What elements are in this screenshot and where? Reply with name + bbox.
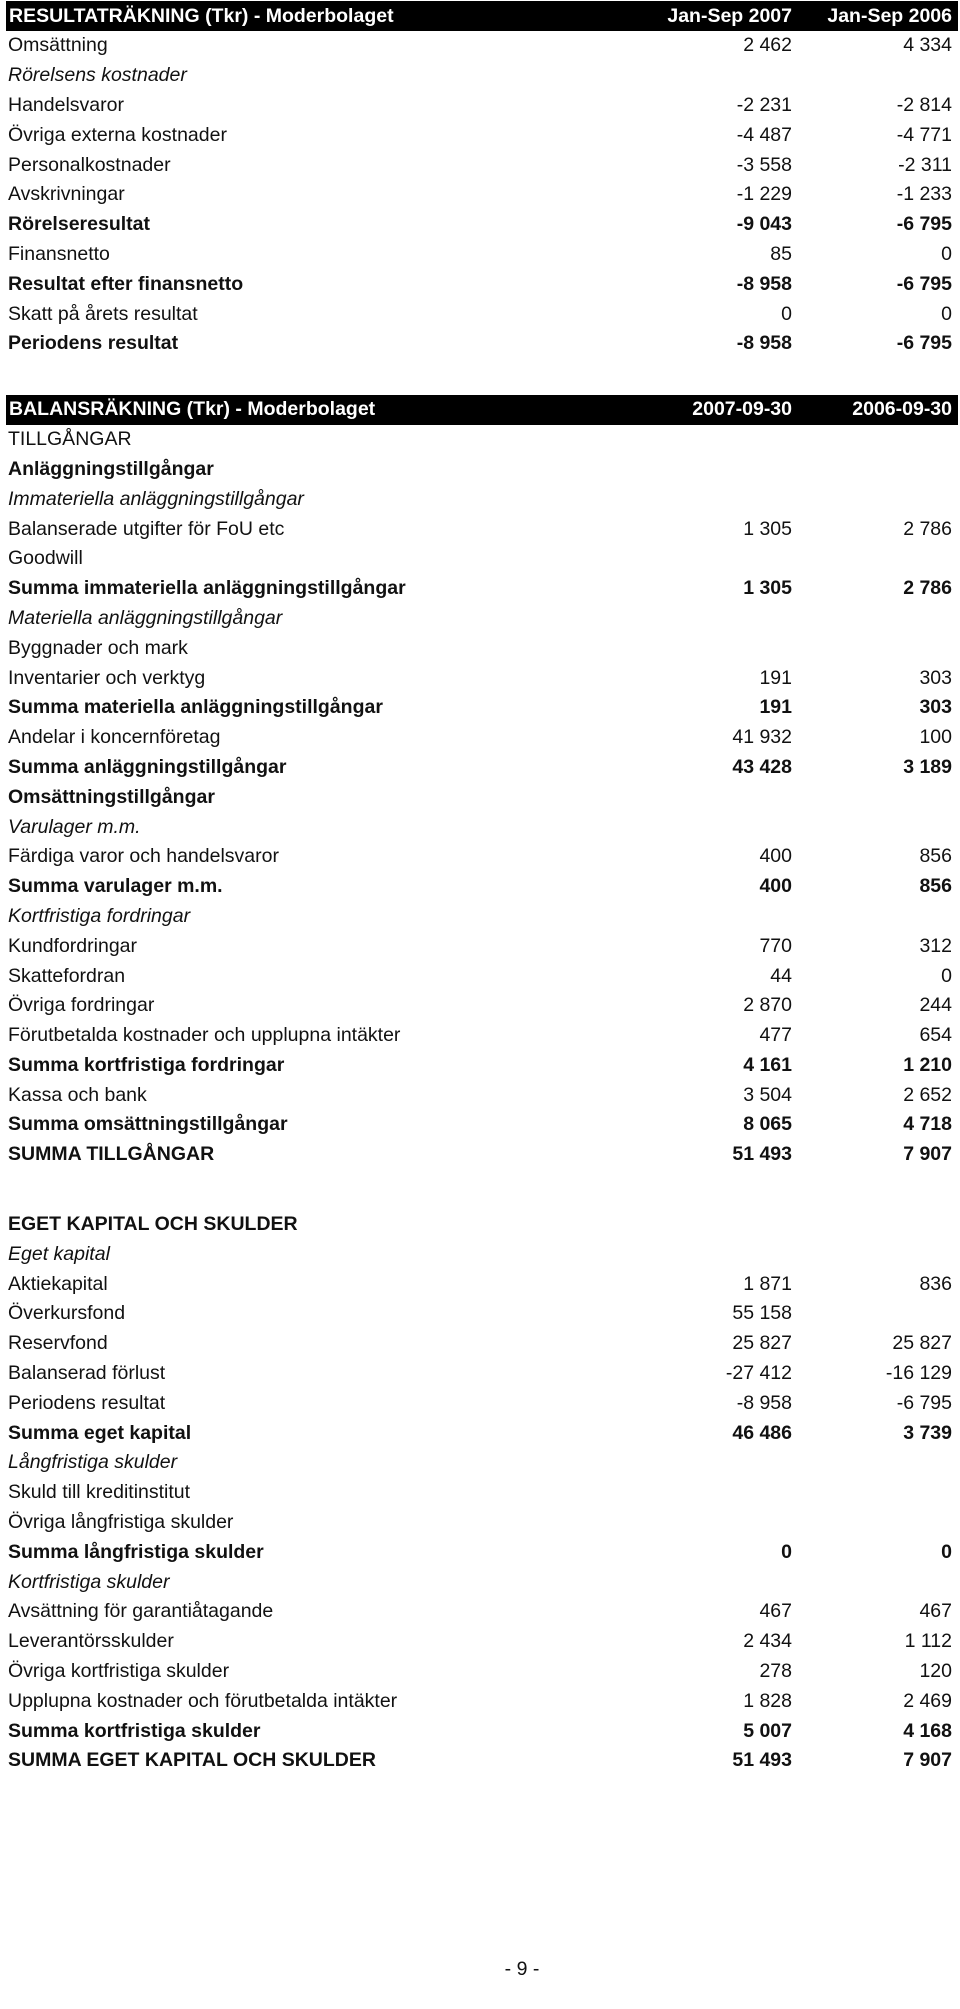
row-value-col2: 2 786 [903,577,952,600]
row-label: Summa omsättningstillgångar [8,1113,288,1136]
row-label: Balanserad förlust [8,1362,166,1385]
row-value-col2: 4 168 [903,1719,952,1742]
row-value-col2: 7 907 [903,1749,952,1772]
page-number: - 9 - [504,1958,540,1980]
table-row [6,425,958,455]
row-label: Övriga externa kostnader [8,123,227,146]
row-value-col1: -1 229 [736,183,792,206]
row-label: Summa kortfristiga fordringar [8,1053,285,1076]
row-value-col1: 477 [759,1024,792,1047]
row-label: Anläggningstillgångar [8,457,214,480]
row-value-col2: -6 795 [896,332,952,355]
row-label: Resultat efter finansnetto [8,272,244,295]
table-row [6,329,958,359]
row-value-col1: 2 462 [743,34,792,57]
table-row [6,1388,958,1418]
row-value-col2: 303 [919,696,952,719]
table-row [6,1567,958,1597]
row-value-col2: -6 795 [896,1391,952,1414]
row-value-col1: -8 958 [736,332,792,355]
table-row [6,991,958,1021]
row-label: Skuld till kreditinstitut [8,1481,191,1504]
row-label: Skatt på årets resultat [8,302,198,325]
row-label: Materiella anläggningstillgångar [8,606,283,629]
row-label: Summa varulager m.m. [8,875,223,898]
row-value-col1: 41 932 [732,726,792,749]
row-value-col2: 856 [919,845,952,868]
row-value-col2: 244 [919,994,952,1017]
table-row [6,1080,958,1110]
row-value-col1: -2 231 [736,93,792,116]
row-value-col2: -6 795 [896,213,952,236]
table-row [6,269,958,299]
row-label: EGET KAPITAL OCH SKULDER [8,1213,298,1236]
row-label: Finansnetto [8,242,110,265]
row-value-col1: 85 [770,242,792,265]
row-label: Rörelseresultat [8,213,150,236]
row-label: Avsättning för garantiåtagande [8,1600,274,1623]
row-value-col1: 1 828 [743,1689,792,1712]
table-row [6,931,958,961]
table-row [6,1210,958,1240]
table-row [6,91,958,121]
row-value-col1: -3 558 [736,153,792,176]
row-value-col1: 51 493 [732,1143,792,1166]
row-label: Varulager m.m. [8,815,141,838]
income-statement-header [6,1,958,31]
row-value-col2: 0 [941,302,952,325]
row-value-col1: 44 [770,964,792,987]
table-row [6,1299,958,1329]
row-label: Omsättningstillgångar [8,785,215,808]
row-value-col1: 770 [759,934,792,957]
row-label: Omsättning [8,34,108,57]
table-row [6,753,958,783]
table-row [6,1359,958,1389]
row-value-col1: 55 158 [732,1302,792,1325]
table-row [6,31,958,61]
row-value-col2: 3 189 [903,755,952,778]
row-label: Övriga långfristiga skulder [8,1511,234,1534]
table-row [6,1239,958,1269]
row-value-col1: 5 007 [743,1719,792,1742]
table-row [6,455,958,485]
income-col2-header: Jan-Sep 2006 [827,4,952,27]
row-label: SUMMA EGET KAPITAL OCH SKULDER [8,1749,376,1772]
row-value-col1: 0 [781,302,792,325]
table-row [6,574,958,604]
row-value-col2: 1 112 [904,1630,952,1653]
table-row [6,663,958,693]
row-label: Kortfristiga skulder [8,1570,170,1593]
income-statement-title: RESULTATRÄKNING (Tkr) - Moderbolaget [9,4,394,27]
table-row [6,150,958,180]
row-label: Summa immateriella anläggningstillgångar [8,577,406,600]
row-label: Övriga kortfristiga skulder [8,1660,230,1683]
row-value-col2: 467 [919,1600,952,1623]
row-value-col2: 2 652 [903,1083,952,1106]
table-row [6,299,958,329]
balance-sheet-title: BALANSRÄKNING (Tkr) - Moderbolaget [9,398,376,421]
table-row [6,1418,958,1448]
income-statement-rows [6,31,958,359]
row-label: Övriga fordringar [8,994,155,1017]
row-label: Överkursfond [8,1302,126,1325]
row-value-col1: -4 487 [736,123,792,146]
table-row [6,240,958,270]
row-value-col1: 25 827 [732,1332,792,1355]
income-col1-header: Jan-Sep 2007 [667,4,792,27]
row-value-col1: -8 958 [736,272,792,295]
row-label: Avskrivningar [8,183,125,206]
table-row [6,1478,958,1508]
table-row [6,514,958,544]
table-row [6,812,958,842]
row-value-col2: -2 814 [896,93,952,116]
row-value-col1: 467 [759,1600,792,1623]
row-label: Handelsvaror [8,93,124,116]
row-value-col2: 2 469 [903,1689,952,1712]
table-row [6,210,958,240]
table-row [6,484,958,514]
table-row [6,782,958,812]
row-value-col2: 0 [941,242,952,265]
balance-equity-liabilities-rows [6,1210,958,1776]
table-row [6,180,958,210]
table-row [6,1686,958,1716]
table-row [6,1448,958,1478]
row-value-col2: -4 771 [896,123,952,146]
row-label: Periodens resultat [8,332,179,355]
table-row [6,1537,958,1567]
row-label: Upplupna kostnader och förutbetalda intäkter [8,1689,398,1712]
row-value-col1: 1 871 [743,1272,792,1295]
row-value-col2: 654 [919,1024,952,1047]
row-value-col1: 0 [781,1540,792,1563]
balance-col2-header: 2006-09-30 [852,398,952,421]
row-value-col1: 400 [759,845,792,868]
row-value-col2: 303 [919,666,952,689]
row-label: Reservfond [8,1332,108,1355]
table-row [6,1657,958,1687]
row-value-col1: 1 305 [743,577,792,600]
table-row [6,961,958,991]
row-value-col1: 46 486 [732,1421,792,1444]
row-label: Periodens resultat [8,1391,166,1414]
balance-col1-header: 2007-09-30 [692,398,792,421]
row-value-col2: 312 [919,934,952,957]
table-row [6,1597,958,1627]
row-value-col2: 0 [941,1540,952,1563]
row-value-col1: 2 434 [743,1630,792,1653]
row-label: Personalkostnader [8,153,171,176]
row-label: Byggnader och mark [8,636,188,659]
table-row [6,723,958,753]
row-label: Förutbetalda kostnader och upplupna intäkter [8,1024,401,1047]
row-value-col2: 100 [919,726,952,749]
row-value-col2: 856 [919,875,952,898]
row-label: Andelar i koncernföretag [8,726,221,749]
table-row [6,902,958,932]
table-row [6,1051,958,1081]
row-label: Summa eget kapital [8,1421,192,1444]
report-page [6,0,958,1776]
table-row [6,1329,958,1359]
row-value-col1: 3 504 [743,1083,792,1106]
row-value-col1: 8 065 [743,1113,792,1136]
row-value-col2: 2 786 [903,517,952,540]
row-label: Inventarier och verktyg [8,666,206,689]
table-row [6,842,958,872]
row-label: Balanserade utgifter för FoU etc [8,517,285,540]
row-label: Leverantörsskulder [8,1630,174,1653]
row-label: Kassa och bank [8,1083,147,1106]
row-value-col1: -27 412 [725,1362,792,1385]
row-value-col2: 120 [919,1660,952,1683]
row-label: Summa kortfristiga skulder [8,1719,261,1742]
table-row [6,1716,958,1746]
row-label: SUMMA TILLGÅNGAR [8,1143,215,1166]
row-value-col1: 4 161 [743,1053,792,1076]
row-label: Aktiekapital [8,1272,108,1295]
row-label: Långfristiga skulder [8,1451,178,1474]
row-label: Summa långfristiga skulder [8,1540,264,1563]
row-value-col2: 7 907 [903,1143,952,1166]
row-label: Goodwill [8,547,83,570]
row-value-col2: 3 739 [903,1421,952,1444]
row-value-col1: 2 870 [743,994,792,1017]
table-row [6,120,958,150]
row-value-col2: -6 795 [896,272,952,295]
table-row [6,1140,958,1170]
row-label: Summa materiella anläggningstillgångar [8,696,383,719]
row-value-col2: 836 [919,1272,952,1295]
balance-sheet-header [6,395,958,425]
table-row [6,1110,958,1140]
row-label: Eget kapital [8,1242,110,1265]
row-value-col1: 191 [759,696,792,719]
table-row [6,1746,958,1776]
row-label: Rörelsens kostnader [8,64,187,87]
row-value-col1: -8 958 [736,1391,792,1414]
row-value-col2: 4 334 [903,34,952,57]
row-label: Skattefordran [8,964,126,987]
row-value-col2: -2 311 [898,153,952,176]
table-row [6,1021,958,1051]
row-label: Immateriella anläggningstillgångar [8,487,304,510]
row-value-col1: 191 [759,666,792,689]
row-value-col1: 43 428 [732,755,792,778]
row-value-col1: 400 [759,875,792,898]
row-value-col2: 4 718 [903,1113,952,1136]
table-row [6,1627,958,1657]
row-value-col2: -1 233 [896,183,952,206]
row-label: Kortfristiga fordringar [8,904,191,927]
row-label: Kundfordringar [8,934,137,957]
row-value-col1: 1 305 [743,517,792,540]
row-value-col2: 0 [941,964,952,987]
table-row [6,604,958,634]
row-label: Färdiga varor och handelsvaror [8,845,279,868]
balance-assets-rows [6,425,958,1170]
row-label: TILLGÅNGAR [8,428,132,451]
row-value-col2: 1 210 [903,1053,952,1076]
row-label: Summa anläggningstillgångar [8,755,287,778]
row-value-col2: -16 129 [885,1362,952,1385]
row-value-col1: 51 493 [732,1749,792,1772]
table-row [6,1269,958,1299]
table-row [6,1508,958,1538]
row-value-col1: 278 [759,1660,792,1683]
table-row [6,544,958,574]
row-value-col2: 25 827 [892,1332,952,1355]
row-value-col1: -9 043 [736,213,792,236]
table-row [6,693,958,723]
table-row [6,872,958,902]
table-row [6,633,958,663]
table-row [6,61,958,91]
